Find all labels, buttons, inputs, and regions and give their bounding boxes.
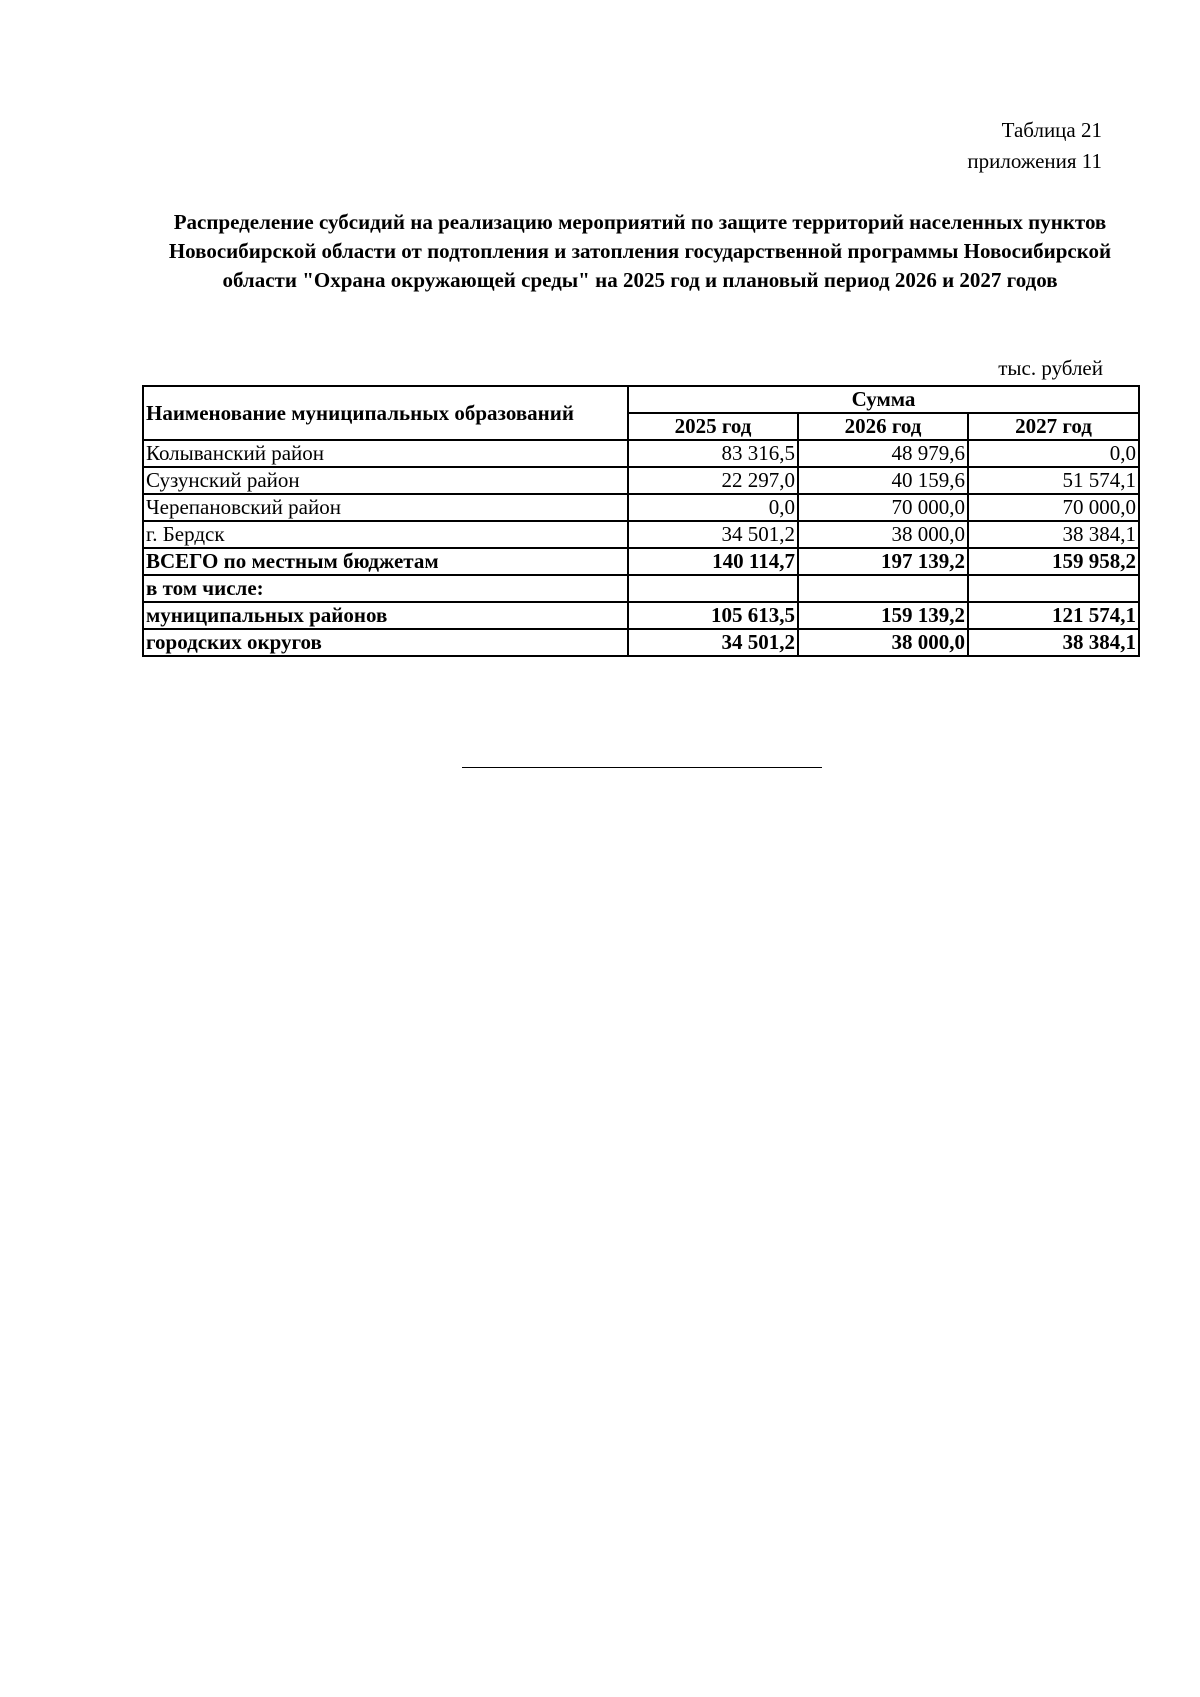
appendix-number: приложения 11	[967, 149, 1102, 173]
row-value-cell-2025: 34 501,2	[628, 521, 798, 548]
row-value-cell-2025	[628, 575, 798, 602]
row-value-cell-2027: 0,0	[968, 440, 1139, 467]
row-value-cell-2026: 70 000,0	[798, 494, 968, 521]
column-header-2027: 2027 год	[968, 413, 1139, 440]
table-number: Таблица 21	[1001, 118, 1102, 142]
subsidy-table	[142, 385, 1140, 657]
table-row	[143, 467, 1139, 494]
units-label: тыс. рублей	[998, 356, 1103, 380]
row-value-cell-2027: 121 574,1	[968, 602, 1139, 629]
header-row-top	[143, 386, 1139, 413]
row-value-cell-2027: 159 958,2	[968, 548, 1139, 575]
column-header-sum: Сумма	[628, 386, 1139, 413]
row-value-cell-2025: 34 501,2	[628, 629, 798, 656]
row-value-cell-2027: 38 384,1	[968, 629, 1139, 656]
row-value-cell-2025: 0,0	[628, 494, 798, 521]
table-reference	[967, 115, 1102, 177]
row-name-cell: муниципальных районов	[143, 602, 628, 629]
document-title: Распределение субсидий на реализацию мероприятий по защите территорий населенных пунктов Новосибирской области от подтопления и затопления государственной программы Новосибирской области "Охрана окружающей среды" на 2025 год и плановый период 2026 и 2027 годов	[168, 210, 1112, 292]
table-body	[143, 440, 1139, 656]
row-value-cell-2025: 105 613,5	[628, 602, 798, 629]
row-value-cell-2026: 38 000,0	[798, 521, 968, 548]
table-row	[143, 548, 1139, 575]
column-header-2026: 2026 год	[798, 413, 968, 440]
row-value-cell-2027	[968, 575, 1139, 602]
row-name-cell: городских округов	[143, 629, 628, 656]
row-name-cell: Черепановский район	[143, 494, 628, 521]
row-value-cell-2026: 159 139,2	[798, 602, 968, 629]
row-name-cell: г. Бердск	[143, 521, 628, 548]
row-name-cell: в том числе:	[143, 575, 628, 602]
table-row	[143, 494, 1139, 521]
row-value-cell-2026: 48 979,6	[798, 440, 968, 467]
row-value-cell-2026	[798, 575, 968, 602]
row-name-cell: ВСЕГО по местным бюджетам	[143, 548, 628, 575]
end-separator-line	[462, 767, 822, 768]
table-row	[143, 629, 1139, 656]
row-value-cell-2027: 70 000,0	[968, 494, 1139, 521]
table-row	[143, 521, 1139, 548]
row-value-cell-2025: 83 316,5	[628, 440, 798, 467]
row-name-cell: Колыванский район	[143, 440, 628, 467]
row-value-cell-2026: 197 139,2	[798, 548, 968, 575]
table-row	[143, 440, 1139, 467]
row-value-cell-2026: 40 159,6	[798, 467, 968, 494]
row-value-cell-2026: 38 000,0	[798, 629, 968, 656]
row-value-cell-2025: 22 297,0	[628, 467, 798, 494]
row-name-cell: Сузунский район	[143, 467, 628, 494]
column-header-2025: 2025 год	[628, 413, 798, 440]
table-row	[143, 575, 1139, 602]
row-value-cell-2025: 140 114,7	[628, 548, 798, 575]
table-row	[143, 602, 1139, 629]
row-value-cell-2027: 51 574,1	[968, 467, 1139, 494]
row-value-cell-2027: 38 384,1	[968, 521, 1139, 548]
column-header-name: Наименование муниципальных образований	[143, 386, 628, 440]
